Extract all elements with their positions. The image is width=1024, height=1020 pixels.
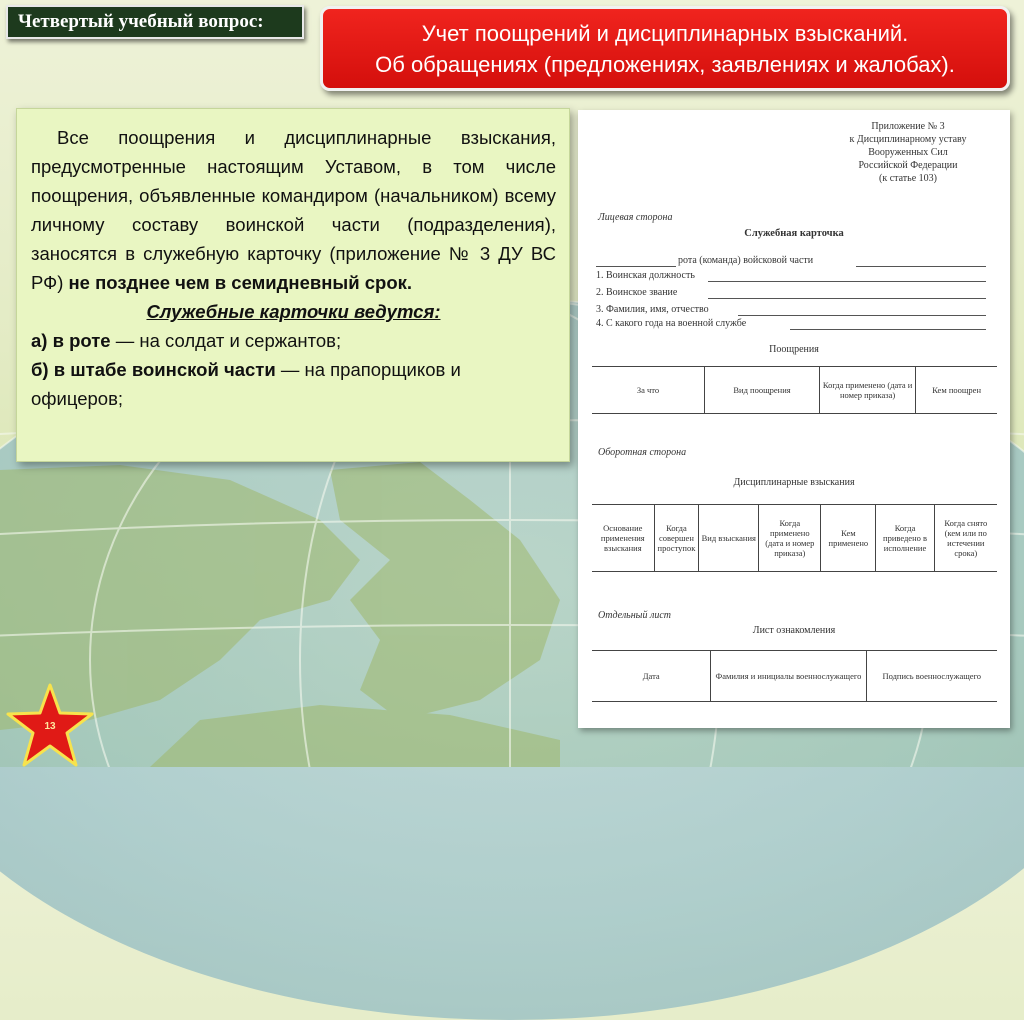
- item-b-bold: б) в штабе воинской части: [31, 359, 276, 380]
- familiarization-table: [592, 650, 997, 702]
- paragraph-plain: Все поощрения и дисциплинарные взыскания, предусмотренные настоящим Уставом, в том числе поощрения, объявленные командиром (начальником) всему личному составу воинской части (подразделения), заносятся в служебную карточку (приложение № 3 ДУ ВС РФ): [31, 127, 556, 293]
- appendix-line-2: к Дисциплинарному уставу: [849, 134, 967, 145]
- cards-subheading: [31, 297, 556, 326]
- item-b-text: — на прапорщиков и офицеров;: [31, 359, 461, 409]
- familiarization-col-1: Дата: [642, 671, 660, 681]
- familiarization-col-2: Фамилия и инициалы военнослужащего: [711, 651, 866, 702]
- familiarization-title: Лист ознакомления: [752, 625, 836, 636]
- list-item-b: [31, 355, 556, 413]
- appendix-line-4: Российской Федерации: [858, 160, 958, 171]
- field-position: 1. Воинская должность: [596, 270, 695, 281]
- unit-number-line: [856, 266, 986, 267]
- title-line-2: Об обращениях (предложениях, заявлениях и жалобах).: [375, 51, 955, 77]
- penalties-col-6: Когда приведено в исполнение: [876, 505, 934, 572]
- rewards-col-2: Вид поощрения: [705, 367, 820, 414]
- section-tag-label: Четвертый учебный вопрос:: [18, 11, 264, 32]
- field-name: 3. Фамилия, имя, отчество: [596, 304, 709, 315]
- separate-sheet-label: Отдельный лист: [598, 610, 671, 621]
- appendix-note: [813, 120, 1003, 185]
- penalties-col-1: Основание применения взыскания: [600, 523, 645, 553]
- item-a-text: — на солдат и сержантов;: [110, 330, 342, 351]
- cards-subheading-text: Служебные карточки ведутся:: [146, 301, 441, 322]
- penalties-col-2: Когда совершен проступок: [654, 505, 699, 572]
- unit-blank-line: [596, 266, 676, 267]
- unit-line: рота (команда) войсковой части: [678, 255, 814, 266]
- appendix-line-5: (к статье 103): [879, 173, 937, 184]
- field-rank: 2. Воинское звание: [596, 287, 678, 298]
- rewards-col-4: Кем поощрен: [916, 367, 997, 414]
- page-number-star: [6, 683, 94, 767]
- rules-paragraph: [31, 123, 556, 297]
- penalties-col-4: Когда применено (дата и номер приказа): [759, 505, 821, 572]
- appendix-line-1: Приложение № 3: [871, 121, 945, 132]
- card-title: Служебная карточка: [744, 228, 844, 239]
- rewards-col-1: За что: [636, 385, 660, 395]
- rewards-title: Поощрения: [769, 344, 819, 355]
- list-item-a: [31, 326, 556, 355]
- field-position-line: [708, 281, 986, 282]
- item-a-bold: а) в роте: [31, 330, 111, 351]
- penalties-table: [592, 504, 997, 572]
- title-line-1: Учет поощрений и дисциплинарных взысканий.: [421, 20, 909, 46]
- field-service-year-line: [790, 329, 986, 330]
- appendix-line-3: Вооруженных Сил: [868, 147, 948, 158]
- penalties-col-5: Кем применено: [821, 505, 876, 572]
- field-rank-line: [708, 298, 986, 299]
- penalties-title: Дисциплинарные взыскания: [733, 477, 855, 488]
- penalties-col-7: Когда снято (кем или по истечении срока): [934, 505, 997, 572]
- slide-title: [320, 6, 1010, 91]
- rules-text-box: [16, 108, 570, 462]
- back-side-label: Оборотная сторона: [598, 447, 687, 458]
- paragraph-bold: не позднее чем в семидневный срок.: [68, 272, 413, 293]
- familiarization-col-3: Подпись военнослужащего: [866, 651, 997, 702]
- field-name-line: [738, 315, 986, 316]
- front-side-label: Лицевая сторона: [598, 212, 673, 223]
- section-tag: [6, 5, 304, 39]
- rewards-col-3: Когда применено (дата и номер приказа): [819, 367, 915, 414]
- rewards-table: [592, 366, 997, 414]
- penalties-col-3: Вид взыскания: [699, 505, 759, 572]
- field-service-year: 4. С какого года на военной службе: [596, 318, 747, 329]
- service-card-form-image: [578, 110, 1010, 728]
- page-number: 13: [44, 721, 56, 732]
